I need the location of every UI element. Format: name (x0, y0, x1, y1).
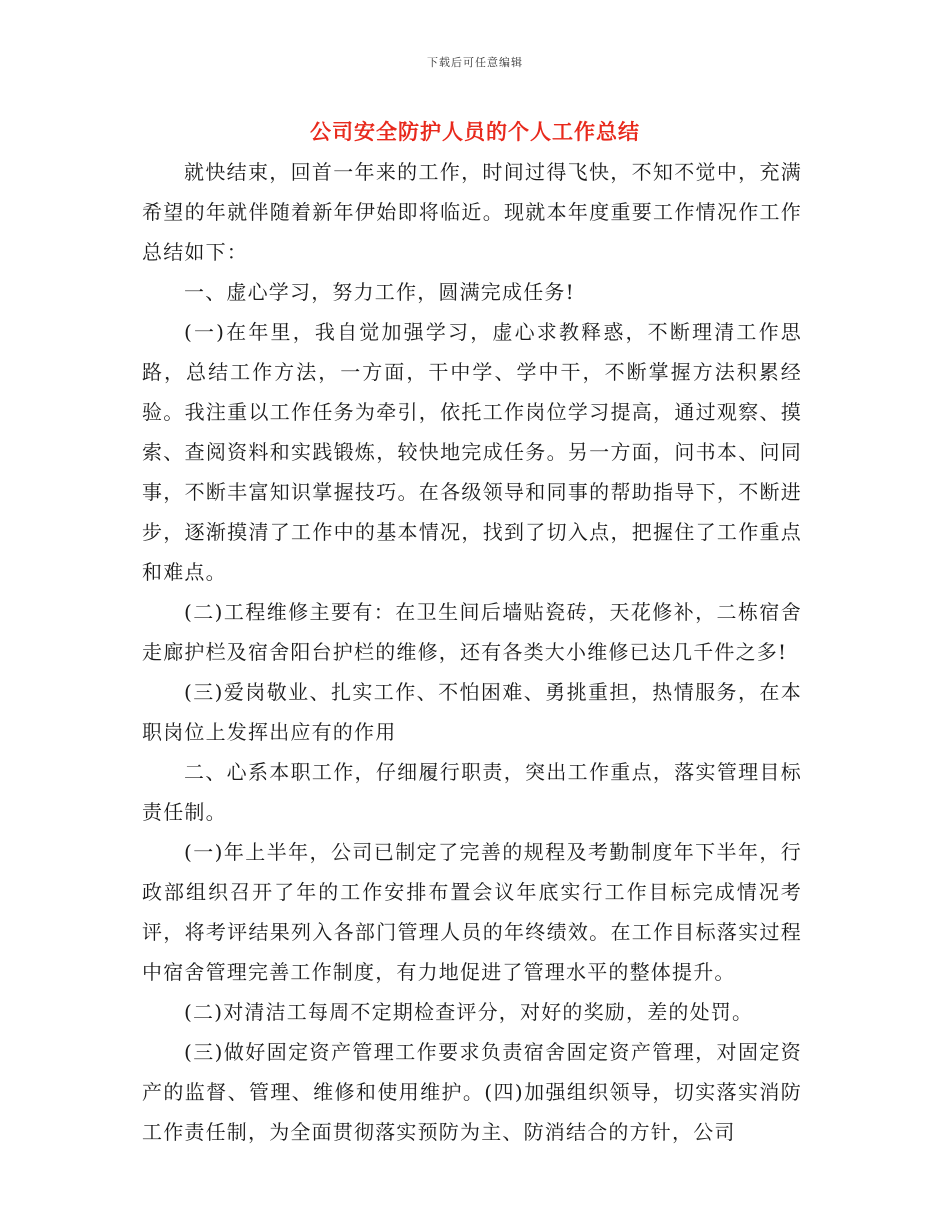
section-heading-2: 二、心系本职工作，仔细履行职责，突出工作重点，落实管理目标责任制。 (142, 760, 802, 824)
document-title: 公司安全防护人员的个人工作总结 (310, 119, 640, 144)
header-note: 下载后可任意编辑 (427, 56, 523, 69)
paragraph-1-2: (二)工程维修主要有：在卫生间后墙贴瓷砖，天花修补，二栋宿舍走廊护栏及宿舍阳台护栏的维修，还有各类大小维修已达几千件之多! (142, 600, 802, 664)
paragraph-1-1: (一)在年里，我自觉加强学习，虚心求教释惑，不断理清工作思路，总结工作方法，一方面，干中学、学中干，不断掌握方法积累经验。我注重以工作任务为牵引，依托工作岗位学习提高，通过观察、摸索、查阅资料和实践锻炼，较快地完成任务。另一方面，问书本、问同事，不断丰富知识掌握技巧。在各级领导和同事的帮助指导下，不断进步，逐渐摸清了工作中的基本情况，找到了切入点，把握住了工作重点和难点。 (142, 320, 802, 584)
document-body (142, 152, 802, 1152)
paragraph-2-3: (三)做好固定资产管理工作要求负责宿舍固定资产管理，对固定资产的监督、管理、维修和使用维护。(四)加强组织领导，切实落实消防工作责任制，为全面贯彻落实预防为主、防消结合的方针，公司 (142, 1040, 802, 1144)
paragraph-1-3: (三)爱岗敬业、扎实工作、不怕困难、勇挑重担，热情服务，在本职岗位上发挥出应有的作用 (142, 680, 802, 744)
paragraph-intro: 就快结束，回首一年来的工作，时间过得飞快，不知不觉中，充满希望的年就伴随着新年伊始即将临近。现就本年度重要工作情况作工作总结如下： (142, 160, 802, 264)
paragraph-2-2: (二)对清洁工每周不定期检查评分，对好的奖励，差的处罚。 (184, 1000, 754, 1024)
paragraph-2-1: (一)年上半年，公司已制定了完善的规程及考勤制度年下半年，行政部组织召开了年的工作安排布置会议年底实行工作目标完成情况考评，将考评结果列入各部门管理人员的年终绩效。在工作目标落实过程中宿舍管理完善工作制度，有力地促进了管理水平的整体提升。 (142, 840, 802, 984)
section-heading-1: 一、虚心学习，努力工作，圆满完成任务! (184, 280, 575, 304)
